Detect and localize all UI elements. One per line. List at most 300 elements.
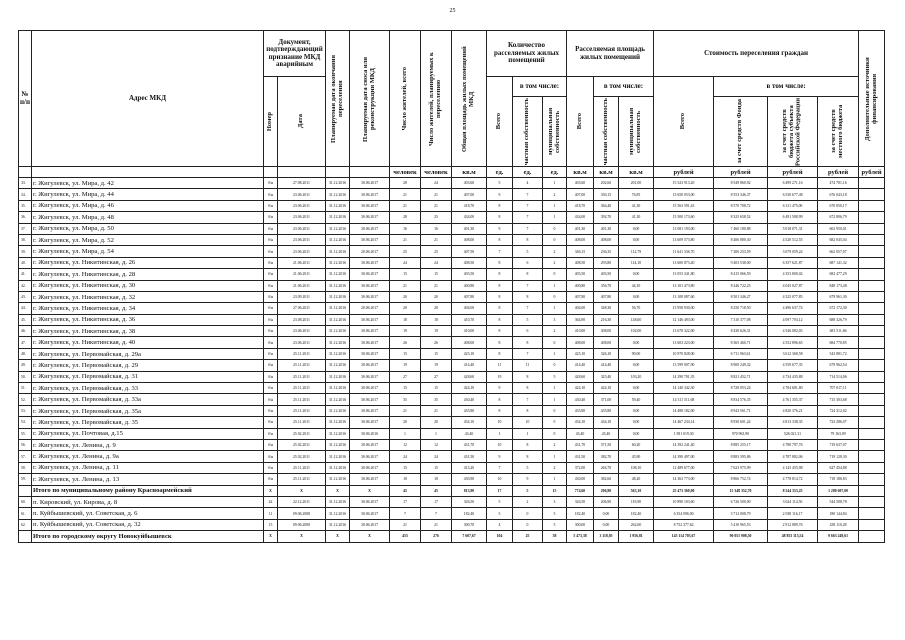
planned-demolition-cell: 30.06.2017 [350, 326, 390, 337]
planned-end-cell: 31.12.2016 [326, 178, 350, 189]
rooms-private-cell: 5 [513, 246, 543, 257]
cost-regional-cell: 526 021,31 [768, 428, 818, 439]
table-header [19, 31, 885, 178]
rooms-private-cell: 7 [513, 303, 543, 314]
area-private-cell: 382,70 [594, 451, 619, 462]
header-area-total-cell [567, 77, 594, 167]
header-doc-date-cell [278, 77, 326, 167]
unit-cell: кв.м [594, 167, 619, 178]
rooms-municipal-cell: 2 [543, 189, 567, 200]
doc-number-cell: б/н [264, 314, 278, 325]
doc-date-cell: 21.06.2011 [278, 280, 326, 291]
additional-sources-cell [859, 246, 885, 257]
planned-end-cell: 31.12.2016 [326, 200, 350, 211]
header-planned-demolition: Планируемая дата сноса или реконструкции МКД [361, 55, 376, 142]
rooms-municipal-cell: 1 [543, 178, 567, 189]
doc-number-cell: 15 [264, 519, 278, 530]
additional-sources-cell [859, 417, 885, 428]
address-cell: г. Жигулевск, ул. Мира, д. 48 [32, 212, 264, 223]
header-doc-number: Номер [266, 111, 274, 132]
header-no: № п/п [19, 31, 32, 167]
cost-regional-cell: 8 544 353,25 [768, 485, 818, 496]
doc-date-cell: 23.06.2011 [278, 200, 326, 211]
cost-total-cell: 13 081 193,00 [654, 223, 714, 234]
doc-date-cell: 25.11.2011 [278, 405, 326, 416]
row-number-cell: 55. [19, 428, 32, 439]
rooms-private-cell: 11 [513, 360, 543, 371]
address-cell: г. Жигулевск, ул. Никитинская, д. 38 [32, 326, 264, 337]
residents-planned-cell: 21 [421, 234, 452, 245]
cost-total-cell: 15 500 173,60 [654, 212, 714, 223]
residents-total-cell: 455 [390, 531, 421, 542]
cost-fund-cell: 970 963,90 [714, 428, 768, 439]
cost-local-cell: 719 128,30 [818, 451, 859, 462]
area-municipal-cell: 112,79 [619, 246, 654, 257]
rooms-total-cell: 9 [487, 383, 513, 394]
rooms-private-cell: 9 [513, 474, 543, 485]
table-row [19, 371, 885, 382]
area-private-cell: 434,10 [594, 417, 619, 428]
residents-total-cell: 28 [390, 178, 421, 189]
rooms-total-cell: 10 [487, 439, 513, 450]
additional-sources-cell [859, 485, 885, 496]
doc-date-cell: 23.06.2011 [278, 234, 326, 245]
cost-total-cell: 13 599 907,90 [654, 360, 714, 371]
additional-sources-cell [859, 348, 885, 359]
cost-total-cell: 14 392 241,40 [654, 439, 714, 450]
total-area-cell: 407,80 [452, 291, 487, 302]
area-total-cell: 434,00 [567, 212, 594, 223]
header-doc-number-cell [264, 77, 278, 167]
doc-date-cell: 23.06.2011 [278, 189, 326, 200]
cost-regional-cell: 4 778 814,72 [768, 474, 818, 485]
doc-number-cell: б/н [264, 428, 278, 439]
area-municipal-cell: 0,00 [619, 405, 654, 416]
cost-local-cell: 687 141,32 [818, 257, 859, 268]
total-area-cell: 431,50 [452, 451, 487, 462]
residents-total-cell: 25 [390, 246, 421, 257]
rooms-private-cell: 8 [513, 451, 543, 462]
cost-total-cell: 13 101 473,80 [654, 280, 714, 291]
residents-planned-cell: 15 [421, 462, 452, 473]
address-cell: г. Жигулевск, ул. Первомайская, д. 35а [32, 405, 264, 416]
cost-total-cell: 13 600 873,40 [654, 257, 714, 268]
rooms-private-cell: 7 [513, 280, 543, 291]
address-cell: п. Кировский, ул. Кирова, д. 8 [32, 496, 264, 507]
area-municipal-cell: 0,00 [619, 291, 654, 302]
total-area-cell: 425,10 [452, 348, 487, 359]
address-cell: г. Жигулевск, ул. Мира, д. 54 [32, 246, 264, 257]
rooms-municipal-cell: 0 [543, 223, 567, 234]
row-number-cell [19, 531, 32, 542]
rooms-private-cell: 1 [513, 428, 543, 439]
rooms-total-cell: 8 [487, 291, 513, 302]
residents-planned-cell: 45 [421, 485, 452, 496]
row-number-cell: 45. [19, 314, 32, 325]
address-cell: г. Жигулевск, ул. Первомайская, д. 29 [32, 360, 264, 371]
area-municipal-cell: 102,00 [619, 326, 654, 337]
cost-local-cell: 672 806,79 [818, 212, 859, 223]
planned-end-cell: 31.12.2016 [326, 428, 350, 439]
address-cell: г. Жигулевск, ул. Никитинская, д. 32 [32, 291, 264, 302]
cost-total-cell: 13 958 930,00 [654, 303, 714, 314]
residents-total-cell: 18 [390, 314, 421, 325]
total-area-cell: 434,00 [452, 212, 487, 223]
header-rooms-total: Всего [495, 113, 503, 130]
area-private-cell: 202,60 [594, 178, 619, 189]
additional-sources-cell [859, 360, 885, 371]
row-number-cell: 38. [19, 234, 32, 245]
area-municipal-cell: 0,00 [619, 223, 654, 234]
planned-end-cell: X [326, 485, 350, 496]
residents-planned-cell: 17 [421, 496, 452, 507]
area-municipal-cell: 201,00 [619, 178, 654, 189]
rooms-municipal-cell: 0 [543, 405, 567, 416]
doc-number-cell: б/н [264, 405, 278, 416]
cost-local-cell: 79 163,09 [818, 428, 859, 439]
rooms-private-cell: 25 [513, 531, 543, 542]
planned-demolition-cell: 30.06.2017 [350, 394, 390, 405]
area-private-cell: 407,80 [594, 291, 619, 302]
residents-total-cell: 21 [390, 405, 421, 416]
cost-total-cell: 14 467 234,14 [654, 417, 714, 428]
header-area-private: частная собственность [601, 97, 609, 166]
cost-regional-cell: 4 546 082,03 [768, 326, 818, 337]
header-rooms-municipal: муниципальная собственность [546, 107, 561, 156]
cost-regional-cell: 6 530 677,48 [768, 189, 818, 200]
planned-demolition-cell: 30.06.2017 [350, 508, 390, 519]
header-rooms-count: Количество расселяемых жилых помещений [487, 31, 567, 77]
area-private-cell: 414,40 [594, 360, 619, 371]
rooms-municipal-cell: 1 [543, 474, 567, 485]
rooms-municipal-cell: 1 [543, 394, 567, 405]
residents-total-cell: 15 [390, 348, 421, 359]
header-planned-end-cell [326, 31, 350, 167]
residents-planned-cell: 15 [421, 348, 452, 359]
residents-total-cell: 7 [390, 508, 421, 519]
area-private-cell: 364,40 [594, 200, 619, 211]
area-total-cell: 435,80 [567, 405, 594, 416]
unit-cell: кв.м [567, 167, 594, 178]
header-residents-total-cell [390, 31, 421, 167]
cost-total-cell: 13 603 223,00 [654, 337, 714, 348]
cost-regional-cell: 4 143 455,98 [768, 462, 818, 473]
cost-fund-cell: 90 051 908,50 [714, 531, 768, 542]
table-row [19, 474, 885, 485]
residents-planned-cell: 20 [421, 303, 452, 314]
additional-sources-cell [859, 337, 885, 348]
row-number-cell: 34. [19, 189, 32, 200]
rooms-total-cell: 7 [487, 246, 513, 257]
doc-number-cell: X [264, 531, 278, 542]
area-municipal-cell: 563,10 [619, 485, 654, 496]
area-total-cell: 774,60 [567, 485, 594, 496]
residents-total-cell: 15 [390, 269, 421, 280]
cost-regional-cell: 6 357 621,87 [768, 257, 818, 268]
doc-date-cell: 22.12.2011 [278, 496, 326, 507]
area-private-cell: 216,30 [594, 314, 619, 325]
doc-number-cell: б/н [264, 223, 278, 234]
doc-number-cell: б/н [264, 280, 278, 291]
doc-number-cell: б/н [264, 303, 278, 314]
doc-date-cell: 09.06.2008 [278, 508, 326, 519]
area-total-cell: 407,80 [567, 291, 594, 302]
cost-local-cell: 682 477,29 [818, 269, 859, 280]
doc-date-cell: 21.06.2011 [278, 257, 326, 268]
residents-total-cell: 35 [390, 394, 421, 405]
area-private-cell: 264,70 [594, 462, 619, 473]
area-total-cell: 425,10 [567, 348, 594, 359]
total-area-cell: 43,40 [452, 428, 487, 439]
area-total-cell: 326,50 [567, 496, 594, 507]
rooms-private-cell: 7 [513, 348, 543, 359]
header-cost-fund-cell [714, 97, 768, 167]
rooms-private-cell: 10 [513, 417, 543, 428]
residents-planned-cell: 15 [421, 383, 452, 394]
unit-cell: человек [390, 167, 421, 178]
planned-end-cell: 31.12.2016 [326, 234, 350, 245]
planned-demolition-cell: 30.06.2017 [350, 257, 390, 268]
planned-demolition-cell: 30.06.2017 [350, 371, 390, 382]
additional-sources-cell [859, 405, 885, 416]
doc-date-cell: 27.06.2011 [278, 303, 326, 314]
rooms-municipal-cell: 1 [543, 200, 567, 211]
rooms-municipal-cell: 5 [543, 519, 567, 530]
area-private-cell: 356,70 [594, 280, 619, 291]
doc-date-cell: 27.08.2011 [278, 178, 326, 189]
planned-demolition-cell: 30.06.2017 [350, 200, 390, 211]
area-municipal-cell: 56,70 [619, 303, 654, 314]
row-number-cell [19, 485, 32, 496]
area-private-cell: 382,60 [594, 474, 619, 485]
header-cost-total: Всего [679, 113, 687, 130]
rooms-municipal-cell: 3 [543, 314, 567, 325]
planned-end-cell: 31.12.2016 [326, 496, 350, 507]
header-cost-local: за счет средств местного бюджета [830, 104, 845, 159]
total-area-cell: 428,60 [452, 371, 487, 382]
planned-demolition-cell: 30.06.2016 [350, 428, 390, 439]
cost-total-cell: 1 581 019,30 [654, 428, 714, 439]
cost-total-cell: 12 489 677,00 [654, 462, 714, 473]
planned-end-cell: 31.12.2016 [326, 348, 350, 359]
rooms-private-cell: 8 [513, 371, 543, 382]
header-area-total: Всего [575, 113, 583, 130]
doc-date-cell: 25.11.2011 [278, 371, 326, 382]
row-number-cell: 44. [19, 303, 32, 314]
total-area-cell: 300,70 [452, 519, 487, 530]
cost-regional-cell: 4 353 800,02 [768, 269, 818, 280]
doc-number-cell: X [264, 485, 278, 496]
planned-end-cell: 31.12.2016 [326, 394, 350, 405]
additional-sources-cell [859, 531, 885, 542]
rooms-total-cell: 1 [487, 428, 513, 439]
cost-local-cell: 474 781,16 [818, 178, 859, 189]
table-row [19, 314, 885, 325]
area-total-cell: 182,40 [567, 508, 594, 519]
header-area-including: в том числе: [594, 77, 654, 97]
cost-fund-cell: 8 866 752,74 [714, 474, 768, 485]
cost-local-cell: 723 286,07 [818, 417, 859, 428]
rooms-municipal-cell: 0 [543, 428, 567, 439]
header-cost-regional: за счет средств бюджета субъекта Российской Федерации [781, 97, 802, 166]
rooms-private-cell: 0 [513, 519, 543, 530]
doc-number-cell: б/н [264, 394, 278, 405]
additional-sources-cell [859, 428, 885, 439]
rooms-private-cell: 5 [513, 462, 543, 473]
additional-sources-cell [859, 223, 885, 234]
residents-planned-cell: 19 [421, 326, 452, 337]
header-area-municipal-cell [619, 97, 654, 167]
rooms-total-cell: 8 [487, 314, 513, 325]
cost-regional-cell: 2 038 116,17 [768, 508, 818, 519]
cost-fund-cell: 8 570 708,72 [714, 200, 768, 211]
area-total-cell: 408,50 [567, 257, 594, 268]
address-cell: г. Жигулевск, ул. Ленина, д. 9 [32, 439, 264, 450]
cost-fund-cell: 6 726 500,00 [714, 496, 768, 507]
address-cell: г. Жигулевск, ул. Первомайская, д. 29а [32, 348, 264, 359]
total-area-cell: 182,40 [452, 508, 487, 519]
doc-number-cell: б/н [264, 326, 278, 337]
doc-date-cell: 25.11.2011 [278, 394, 326, 405]
cost-fund-cell: 8 943 561,71 [714, 405, 768, 416]
cost-total-cell: 12 146 493,00 [654, 314, 714, 325]
rooms-municipal-cell: 1 [543, 383, 567, 394]
doc-number-cell: 11 [264, 508, 278, 519]
rooms-municipal-cell: 2 [543, 439, 567, 450]
residents-planned-cell: 24 [421, 178, 452, 189]
area-municipal-cell: 45,90 [619, 451, 654, 462]
header-residents-planned-cell [421, 31, 452, 167]
cost-regional-cell: 4 734 435,88 [768, 371, 818, 382]
residents-planned-cell: 25 [421, 212, 452, 223]
cost-local-cell: 1 280 607,00 [818, 485, 859, 496]
area-private-cell: 326,10 [594, 348, 619, 359]
cost-total-cell: 14 290 701,35 [654, 371, 714, 382]
rooms-total-cell: 17 [487, 485, 513, 496]
area-private-cell: 206,90 [594, 485, 619, 496]
rooms-private-cell: 8 [513, 269, 543, 280]
unit-cell: ед. [543, 167, 567, 178]
area-private-cell: 325,40 [594, 371, 619, 382]
area-municipal-cell: 60,20 [619, 439, 654, 450]
cost-fund-cell: 8 325 658,52 [714, 212, 768, 223]
area-municipal-cell: 0,00 [619, 360, 654, 371]
residents-planned-cell: 21 [421, 189, 452, 200]
additional-sources-cell [859, 394, 885, 405]
cost-fund-cell: 8 501 346,27 [714, 291, 768, 302]
cost-total-cell: 14 311 511,68 [654, 394, 714, 405]
area-total-cell: 434,10 [567, 417, 594, 428]
residents-planned-cell: 276 [421, 531, 452, 542]
cost-regional-cell: 3 679 059,24 [768, 246, 818, 257]
planned-demolition-cell: 30.06.2017 [350, 189, 390, 200]
unit-cell [264, 167, 278, 178]
rooms-municipal-cell: 1 [543, 348, 567, 359]
unit-cell: ед. [513, 167, 543, 178]
address-cell: г. Жигулевск, ул. Первомайская, д. 33а [32, 394, 264, 405]
total-area-cell: 403,60 [452, 178, 487, 189]
address-cell: г. Жигулевск, ул. Мира, д. 42 [32, 178, 264, 189]
cost-local-cell: 688 326,79 [818, 314, 859, 325]
cost-regional-cell: 4 097 703,12 [768, 314, 818, 325]
header-doc-date: Дата [297, 114, 305, 129]
rooms-total-cell: 4 [487, 519, 513, 530]
cost-fund-cell: 5 410 965,53 [714, 519, 768, 530]
area-total-cell: 414,40 [567, 360, 594, 371]
planned-end-cell: 31.12.2016 [326, 462, 350, 473]
cost-total-cell: 6 354 096,00 [654, 508, 714, 519]
doc-date-cell: 25.11.2011 [278, 417, 326, 428]
rooms-total-cell: 7 [487, 462, 513, 473]
table-row [19, 360, 885, 371]
residents-total-cell: 27 [390, 371, 421, 382]
planned-demolition-cell: 30.06.2017 [350, 280, 390, 291]
additional-sources-cell [859, 462, 885, 473]
area-municipal-cell: 108,10 [619, 462, 654, 473]
area-municipal-cell: 99,00 [619, 348, 654, 359]
unit-cell: рублей [859, 167, 885, 178]
table-row [19, 519, 885, 530]
planned-end-cell: 31.12.2016 [326, 360, 350, 371]
rooms-total-cell: 8 [487, 280, 513, 291]
planned-demolition-cell: 30.06.2017 [350, 337, 390, 348]
cost-fund-cell: 8 930 601,24 [714, 417, 768, 428]
doc-number-cell: б/н [264, 189, 278, 200]
area-municipal-cell: 48,20 [619, 474, 654, 485]
unit-cell: рублей [654, 167, 714, 178]
residents-planned-cell: 18 [421, 314, 452, 325]
cost-regional-cell: 3 612 368,58 [768, 348, 818, 359]
cost-regional-cell: 4 820 376,21 [768, 405, 818, 416]
cost-total-cell: 15 523 913,20 [654, 178, 714, 189]
area-total-cell: 407,00 [567, 189, 594, 200]
cost-total-cell: 13 053 341,80 [654, 269, 714, 280]
residents-planned-cell: 25 [421, 246, 452, 257]
doc-number-cell: б/н [264, 383, 278, 394]
row-number-cell: 62. [19, 519, 32, 530]
header-area-resettled: Расселяемая площадь жилых помещений [567, 31, 654, 77]
residents-total-cell: 21 [390, 200, 421, 211]
rooms-municipal-cell: 5 [543, 508, 567, 519]
total-row [19, 485, 885, 496]
residents-total-cell: 19 [390, 360, 421, 371]
rooms-total-cell: 104 [487, 531, 513, 542]
doc-date-cell: X [278, 531, 326, 542]
residents-total-cell: 1 [390, 428, 421, 439]
rooms-municipal-cell: 0 [543, 291, 567, 302]
planned-demolition-cell: 20.06.2017 [350, 246, 390, 257]
table-row [19, 417, 885, 428]
address-cell: г. Жигулевск, ул. Ленина, д. 13 [32, 474, 264, 485]
units-row [19, 167, 885, 178]
doc-number-cell: б/н [264, 246, 278, 257]
doc-number-cell: б/н [264, 371, 278, 382]
cost-regional-cell: 48 853 115,54 [768, 531, 818, 542]
planned-end-cell: 31.12.2016 [326, 371, 350, 382]
total-area-cell: 424,10 [452, 383, 487, 394]
total-area-cell: 407,50 [452, 246, 487, 257]
area-total-cell: 372,00 [567, 462, 594, 473]
rooms-total-cell: 9 [487, 451, 513, 462]
additional-sources-cell [859, 178, 885, 189]
cost-total-cell: 15 650 053,00 [654, 189, 714, 200]
cost-regional-cell: 4 045 027,87 [768, 280, 818, 291]
cost-total-cell: 14 140 342,30 [654, 383, 714, 394]
doc-number-cell: б/н [264, 462, 278, 473]
doc-date-cell: 25.02.2011 [278, 428, 326, 439]
planned-end-cell: 31.12.2016 [326, 337, 350, 348]
total-area-cell: 404,00 [452, 303, 487, 314]
